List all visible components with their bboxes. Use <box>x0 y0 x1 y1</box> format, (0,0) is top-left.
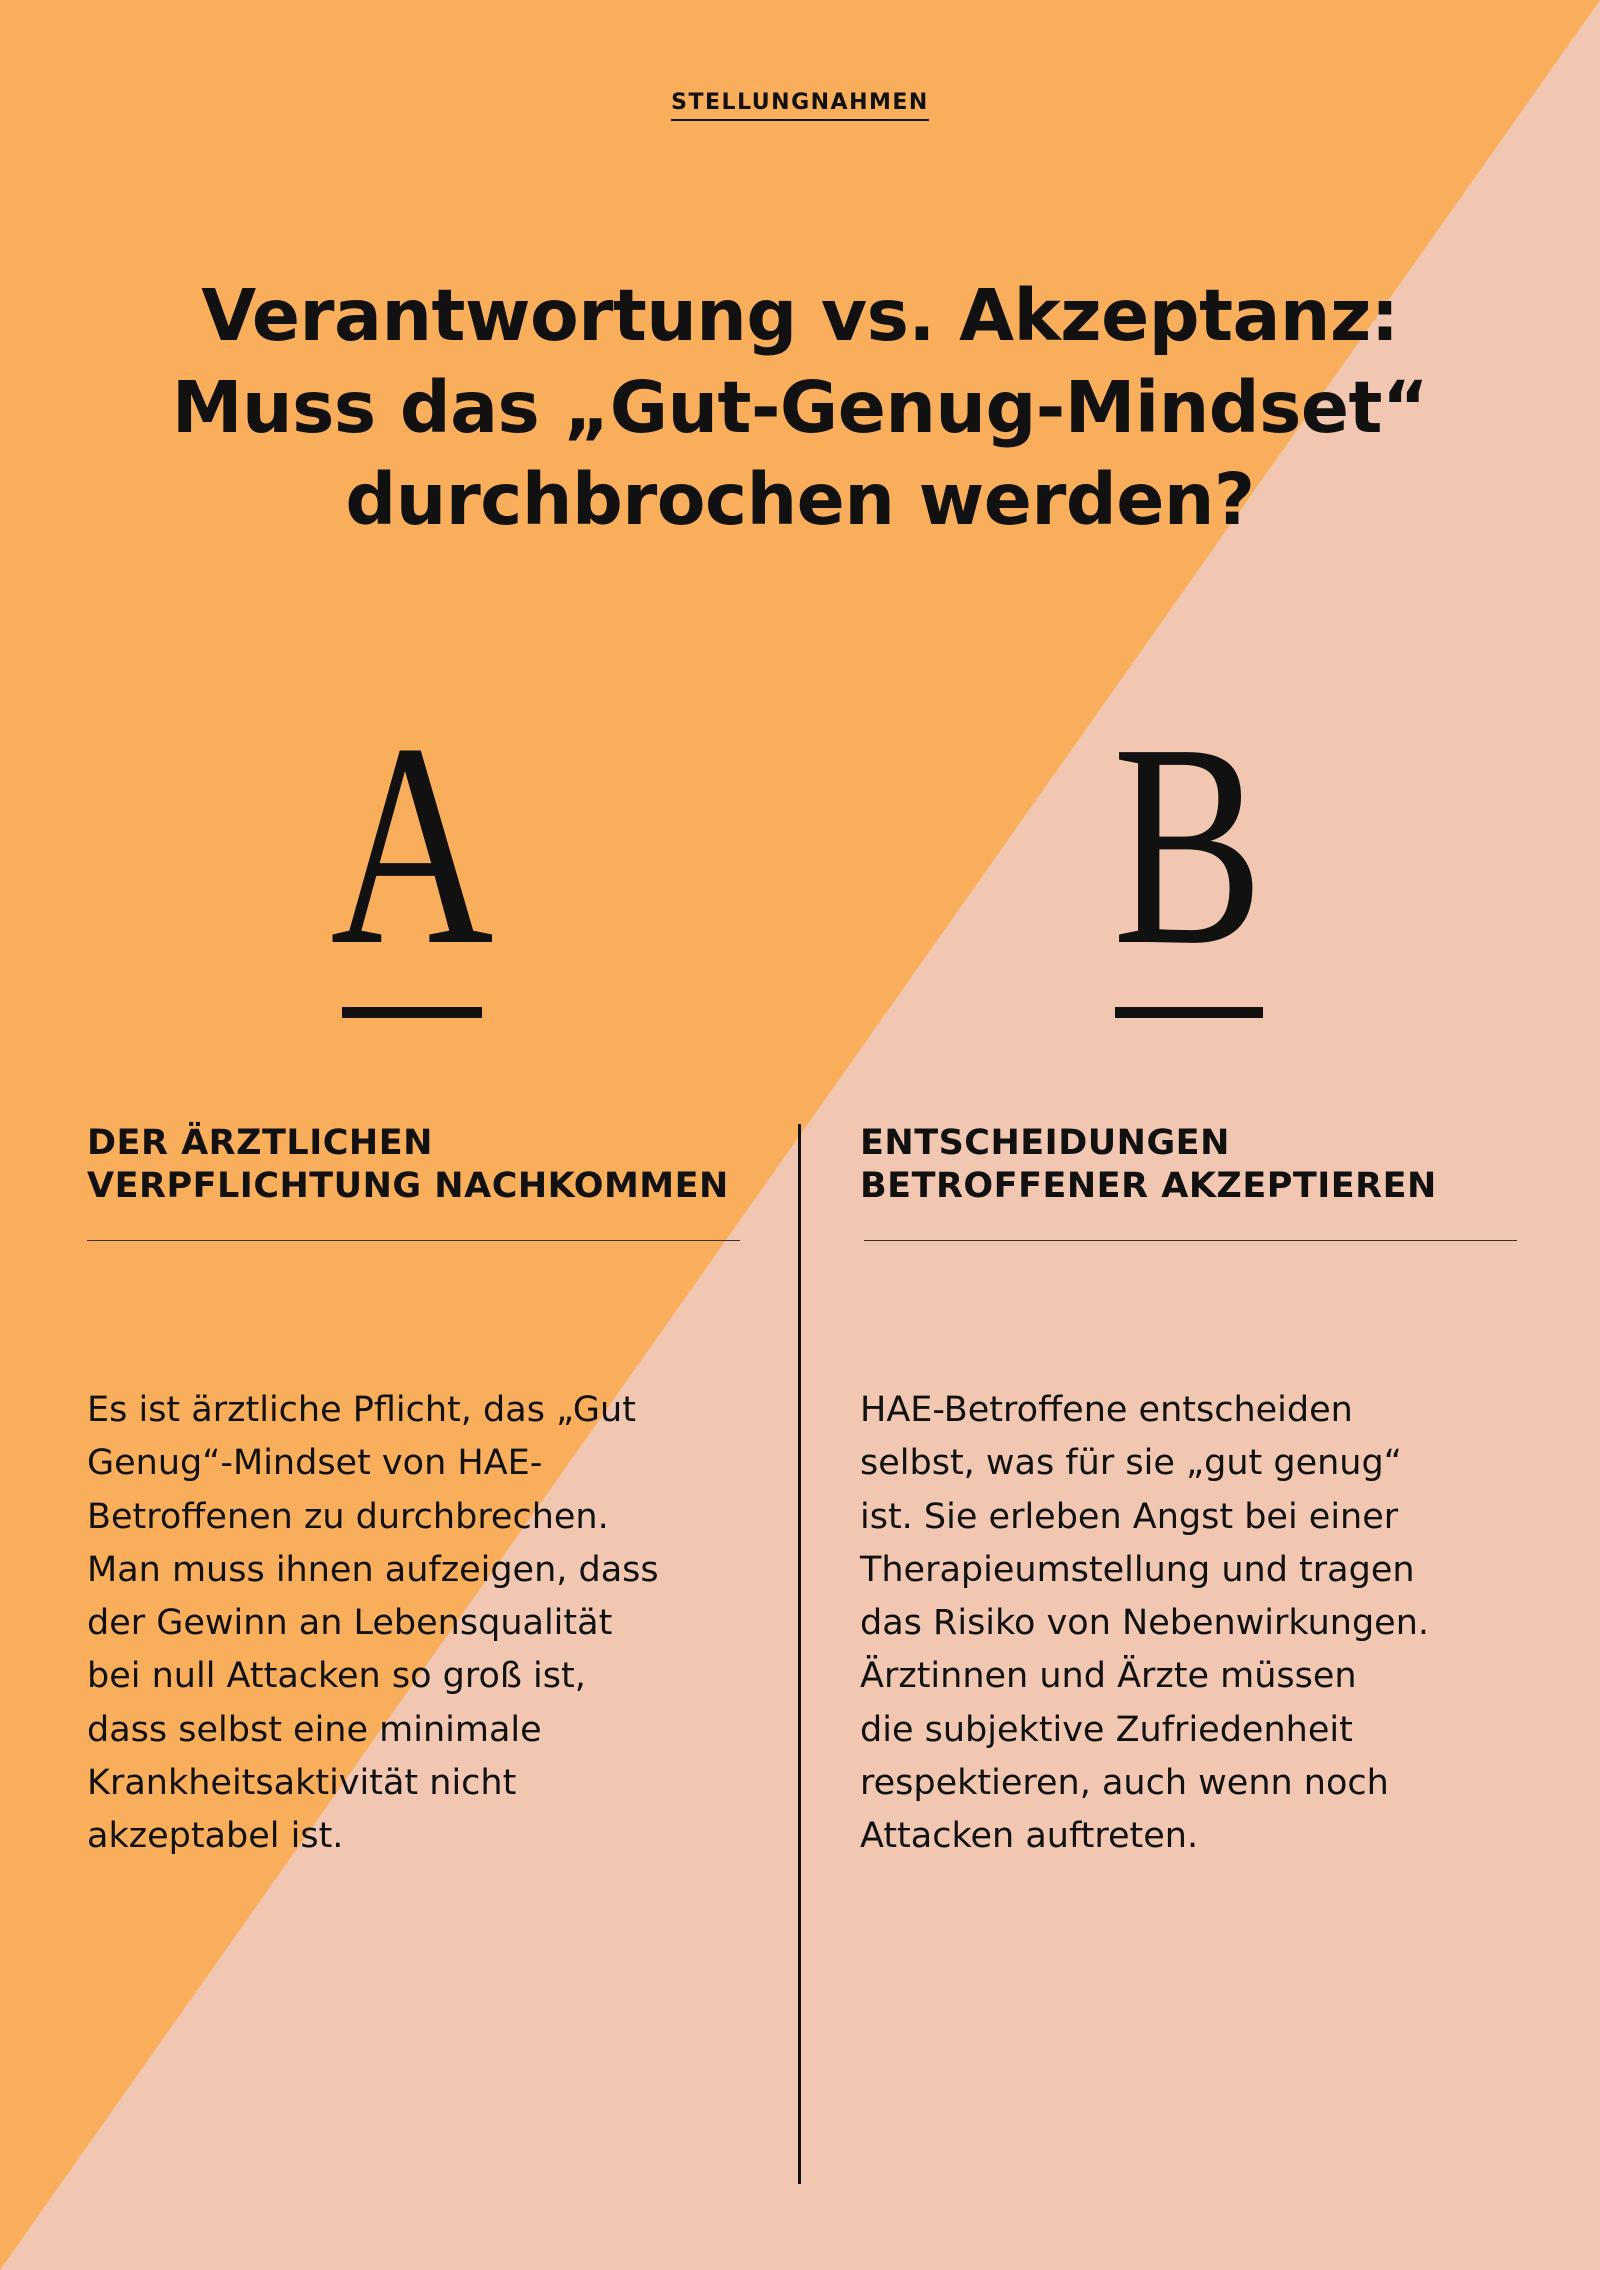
heading-line: ENTSCHEIDUNGEN <box>860 1123 1230 1163</box>
section-label <box>0 90 1600 121</box>
column-divider <box>798 1124 801 2184</box>
page-title <box>100 270 1500 546</box>
position-a-rule <box>87 1240 740 1241</box>
body-line: HAE-Betroffene entscheiden <box>860 1390 1353 1430</box>
section-label-text: STELLUNGNAHMEN <box>671 90 929 121</box>
body-line: ist. Sie erleben Angst bei einer <box>860 1496 1399 1537</box>
body-line: die subjektive Zufriedenheit <box>860 1709 1353 1750</box>
body-line: der Gewinn an Lebensqualität <box>87 1603 613 1644</box>
heading-line: BETROFFENER AKZEPTIEREN <box>860 1166 1437 1206</box>
title-line: durchbrochen werden? <box>345 458 1255 541</box>
position-a-body <box>87 1384 787 1864</box>
body-line: respektieren, auch wenn noch <box>860 1763 1389 1804</box>
body-line: Genug“-Mindset von HAE- <box>87 1443 543 1484</box>
body-line: Ärztinnen und Ärzte müssen <box>860 1656 1357 1697</box>
body-line: Es ist ärztliche Pflicht, das „Gut <box>87 1390 636 1430</box>
body-line: selbst, was für sie „gut genug“ <box>860 1443 1402 1484</box>
body-line: Man muss ihnen aufzeigen, dass <box>87 1549 659 1590</box>
position-b-underline <box>1115 1007 1263 1018</box>
body-line: Krankheitsaktivität nicht <box>87 1763 517 1804</box>
position-b-rule <box>864 1240 1517 1241</box>
heading-line: DER ÄRZTLICHEN <box>87 1123 433 1163</box>
body-line: Betroffenen zu durchbrechen. <box>87 1496 609 1537</box>
position-b-heading <box>860 1122 1540 1208</box>
heading-line: VERPFLICHTUNG NACHKOMMEN <box>87 1166 729 1206</box>
body-line: Therapieumstellung und tragen <box>860 1549 1415 1590</box>
body-line: akzeptabel ist. <box>87 1816 344 1857</box>
body-line: das Risiko von Nebenwirkungen. <box>860 1603 1430 1644</box>
title-line: Verantwortung vs. Akzeptanz: <box>201 274 1399 357</box>
position-b-body <box>860 1384 1580 1864</box>
body-line: dass selbst eine minimale <box>87 1709 542 1750</box>
position-a-underline <box>342 1007 482 1018</box>
body-line: Attacken auftreten. <box>860 1816 1199 1857</box>
position-b-letter: B <box>1112 684 1264 1005</box>
title-line: Muss das „Gut-Genug-Mindset“ <box>171 366 1429 449</box>
body-line: bei null Attacken so groß ist, <box>87 1656 586 1697</box>
position-a-heading <box>87 1122 767 1208</box>
position-a-letter: A <box>330 684 494 1005</box>
